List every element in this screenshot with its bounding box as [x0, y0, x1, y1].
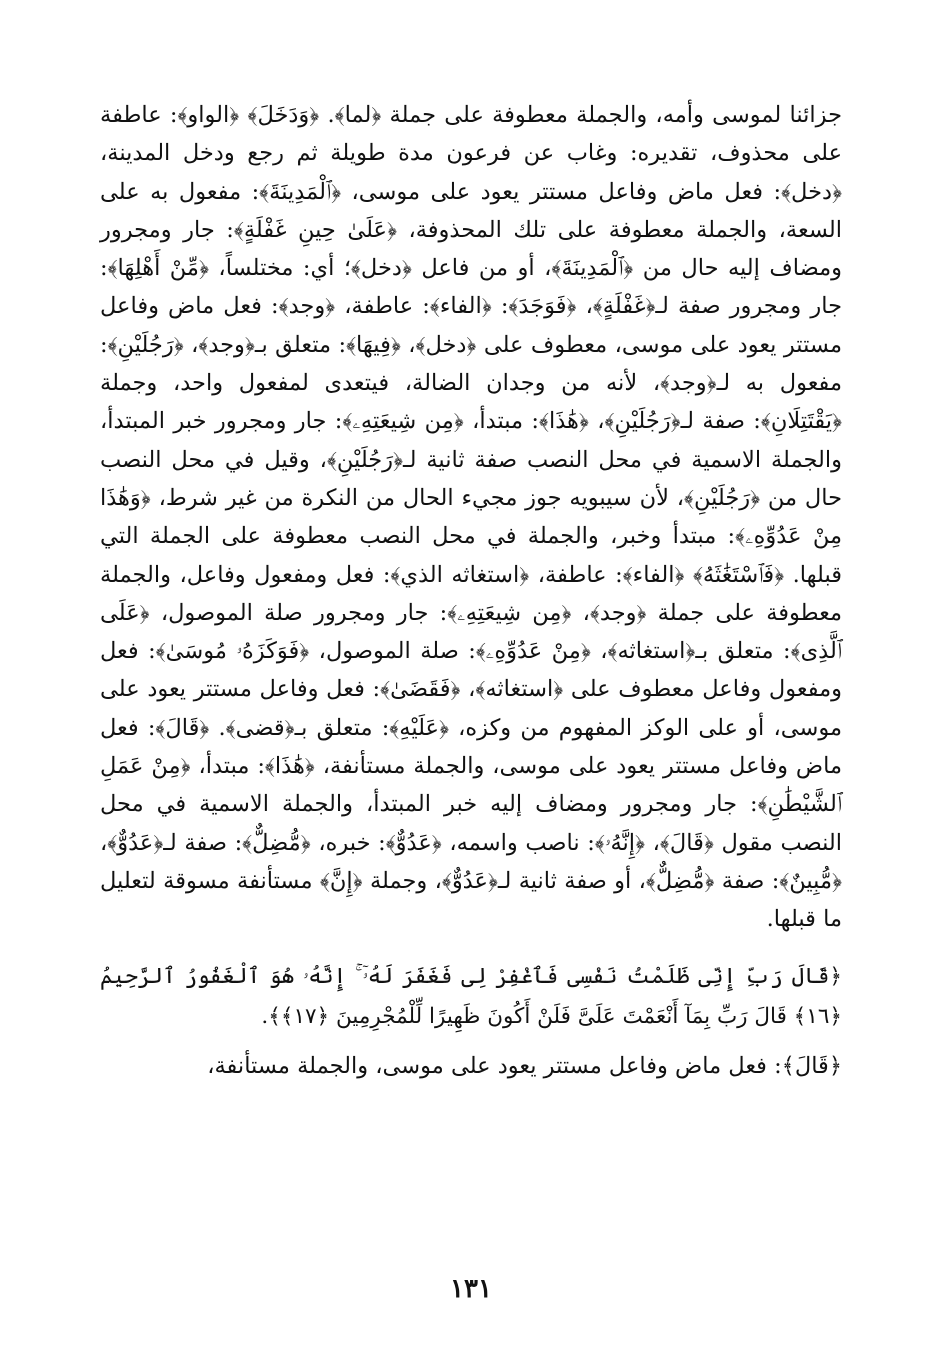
- main-paragraph: جزائنا لموسى وأمه، والجملة معطوفة على جملة ﴿لما﴾. ﴿وَدَخَلَ﴾ ﴿الواو﴾: عاطفة على محذوف، تقديره: وغاب عن فرعون مدة طويلة ثم رجع ودخل المدينة، ﴿دخل﴾: فعل ماض وفاعل مستتر يعود على موسى، ﴿ٱلْمَدِينَةَ﴾: مفعول به على السعة، والجملة معطوفة على تلك المحذوفة، ﴿عَلَىٰ حِينِ غَفْلَةٍ﴾: جار ومجرور ومضاف إليه حال من ﴿ٱلْمَدِينَةَ﴾، أو من فاعل ﴿دخل﴾؛ أي: مختلساً، ﴿مِّنْ أَهْلِهَا﴾: جار ومجرور صفة لـ﴿غَفْلَةٍ﴾، ﴿فَوَجَدَ﴾: ﴿الفاء﴾: عاطفة، ﴿وجد﴾: فعل ماض وفاعل مستتر يعود على موسى، معطوف على ﴿دخل﴾، ﴿فِيهَا﴾: متعلق بـ﴿وجد﴾، ﴿رَجُلَيْنِ﴾: مفعول به لـ﴿وجد﴾، لأنه من وجدان الضالة، فيتعدى لمفعول واحد، وجملة ﴿يَقْتَتِلَانِ﴾: صفة لـ﴿رَجُلَيْنِ﴾، ﴿هَٰذَا﴾: مبتدأ، ﴿مِن شِيعَتِهِۦ﴾: جار ومجرور خبر المبتدأ، والجملة الاسمية في محل النصب صفة ثانية لـ﴿رَجُلَيْنِ﴾، وقيل في محل النصب حال من ﴿رَجُلَيْنِ﴾، لأن سيبويه جوز مجيء الحال من النكرة من غير شرط، ﴿وَهَٰذَا مِنْ عَدُوِّهِۦ﴾: مبتدأ وخبر، والجملة في محل النصب معطوفة على الجملة التي قبلها. ﴿فَٱسْتَغَٰثَهُ﴾ ﴿الفاء﴾: عاطفة، ﴿استغاثه الذي﴾: فعل ومفعول وفاعل، والجملة معطوفة على جملة ﴿وجد﴾، ﴿مِن شِيعَتِهِۦ﴾: جار ومجرور صلة الموصول، ﴿عَلَى ٱلَّذِى﴾: متعلق بـ﴿استغاثه﴾، ﴿مِنْ عَدُوِّهِۦ﴾: صلة الموصول، ﴿فَوَكَزَهُۥ مُوسَىٰ﴾: فعل ومفعول وفاعل معطوف على ﴿استغاثه﴾، ﴿فَقَضَىٰ﴾: فعل وفاعل مستتر يعود على موسى، أو على الوكز المفهوم من وكزه، ﴿عَلَيْهِ﴾: متعلق بـ﴿قضى﴾. ﴿قَالَ﴾: فعل ماض وفاعل مستتر يعود على موسى، والجملة مستأنفة، ﴿هَٰذَا﴾: مبتدأ، ﴿مِنْ عَمَلِ ٱلشَّيْطَٰنِ﴾: جار ومجرور ومضاف إليه خبر المبتدأ، والجملة الاسمية في محل النصب مقول ﴿قَالَ﴾، ﴿إِنَّهُۥ﴾: ناصب واسمه، ﴿عَدُوٌّ﴾: خبره، ﴿مُّضِلٌّ﴾: صفة لـ﴿عَدُوٌّ﴾، ﴿مُّبِينٌ﴾: صفة ﴿مُّضِلٌّ﴾، أو صفة ثانية لـ﴿عَدُوٌّ﴾، وجملة ﴿إِنَّ﴾ مستأنفة مسوقة لتعليل ما قبلها.: [100, 102, 842, 933]
- page-content: [100, 96, 842, 1085]
- continuation-paragraph: ﴿قَالَ﴾: فعل ماض وفاعل مستتر يعود على موسى، والجملة مستأنفة،: [207, 1052, 842, 1079]
- quran-verse-paragraph: ﴿قَالَ رَبِّ إِنِّى ظَلَمْتُ نَفْسِى فَٱغْفِرْ لِى فَغَفَرَ لَهُۥٓ ۚ إِنَّهُۥ هُوَ ٱلْغَفُورُ ٱلرَّحِيمُ ﴿١٦﴾ قَالَ رَبِّ بِمَآ أَنْعَمْتَ عَلَىَّ فَلَنْ أَكُونَ ظَهِيرًا لِّلْمُجْرِمِينَ ﴿١٧﴾﴾.: [100, 963, 842, 1029]
- page-number: ١٣١: [450, 1274, 492, 1304]
